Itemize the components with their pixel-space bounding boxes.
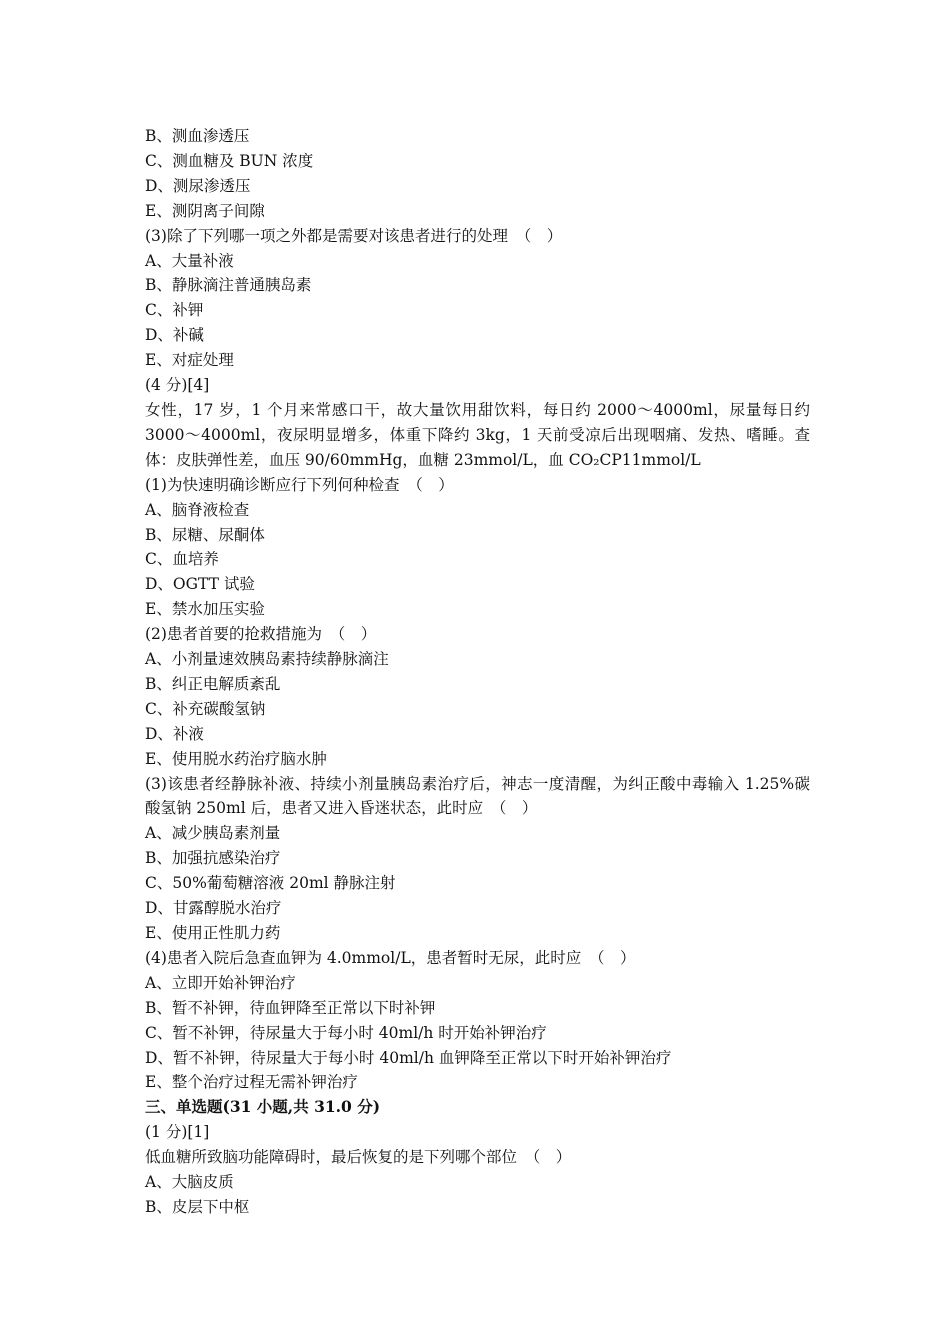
option-a: A、脑脊液检查 [145,500,250,519]
option-a-fluids: A、大量补液 [145,251,234,270]
case-description: 女性，17 岁，1 个月来常感口干，故大量饮用甜饮料，每日约 2000～4000ml，尿量每日约 3000～4000ml，夜尿明显增多，体重下降约 3kg，1 天前受凉后出现咽痛、发热、嗜睡。查体：皮肤弹性差，血压 90/60mmHg，血糖 23mmol/L，血 CO₂CP11mmol/L [145,400,810,469]
option-a: A、小剂量速效胰岛素持续静脉滴注 [145,650,389,669]
option-b: B、纠正电解质紊乱 [145,674,281,693]
option-d: D、OGTT 试验 [145,575,255,594]
question-stem-3-paragraph: (3)该患者经静脉补液、持续小剂量胰岛素治疗后，神志一度清醒，为纠正酸中毒输入 1.25%碳酸氢钠 250ml 后，患者又进入昏迷状态，此时应 （ ） [145,774,810,818]
option-a: A、立即开始补钾治疗 [145,973,296,992]
option-c: C、血培养 [145,550,219,569]
option-e: E、使用正性肌力药 [145,924,281,942]
option-b-insulin: B、静脉滴注普通胰岛素 [145,276,312,295]
question-group-block1 [145,124,810,398]
question-stem-4: (4)患者入院后急查血钾为 4.0mmol/L，患者暂时无尿，此时应 （ ） [145,948,636,967]
question-stem: 低血糖所致脑功能障碍时，最后恢复的是下列哪个部位 （ ） [145,1148,572,1167]
option-e: E、使用脱水药治疗脑水肿 [145,749,327,768]
question-score-label: (1 分)[1] [145,1123,210,1142]
option-b: B、加强抗感染治疗 [145,849,281,868]
option-d: D、补液 [145,724,204,743]
option-a: A、减少胰岛素剂量 [145,824,281,843]
option-b: B、尿糖、尿酮体 [145,525,265,544]
option-c: C、暂不补钾，待尿量大于每小时 40ml/h 时开始补钾治疗 [145,1023,547,1042]
option-c-glucose-bun: C、测血糖及 BUN 浓度 [145,151,314,170]
option-e: E、整个治疗过程无需补钾治疗 [145,1073,358,1092]
question-stem-2: (2)患者首要的抢救措施为 （ ） [145,625,377,644]
option-c-potassium: C、补钾 [145,301,204,320]
option-e: E、禁水加压实验 [145,600,265,619]
option-b-osmolality: B、测血渗透压 [145,127,250,145]
option-d-urine-osmolality: D、测尿渗透压 [145,176,251,195]
option-b: B、暂不补钾，待血钾降至正常以下时补钾 [145,998,436,1017]
question-stem-1: (1)为快速明确诊断应行下列何种检查 （ ） [145,475,454,494]
option-d-alkali: D、补碱 [145,326,204,345]
question-score-label: (4 分)[4] [145,376,210,395]
option-e-symptomatic: E、对症处理 [145,351,234,370]
question-group-block4 [145,1120,810,1220]
option-d: D、暂不补钾，待尿量大于每小时 40ml/h 血钾降至正常以下时开始补钾治疗 [145,1048,672,1067]
section-heading: 三、单选题(31 小题,共 31.0 分) [145,1097,381,1117]
exam-content [145,124,810,1220]
option-a: A、大脑皮质 [145,1173,234,1192]
option-c: C、补充碳酸氢钠 [145,699,266,718]
option-d: D、甘露醇脱水治疗 [145,899,282,918]
option-e-anion-gap: E、测阴离子间隙 [145,201,265,220]
question-group-block2 [145,473,810,772]
option-b: B、皮层下中枢 [145,1197,250,1216]
question-stem-3: (3)除了下列哪一项之外都是需要对该患者进行的处理 （ ） [145,226,563,245]
option-c: C、50%葡萄糖溶液 20ml 静脉注射 [145,874,396,893]
question-group-block3 [145,821,810,1095]
